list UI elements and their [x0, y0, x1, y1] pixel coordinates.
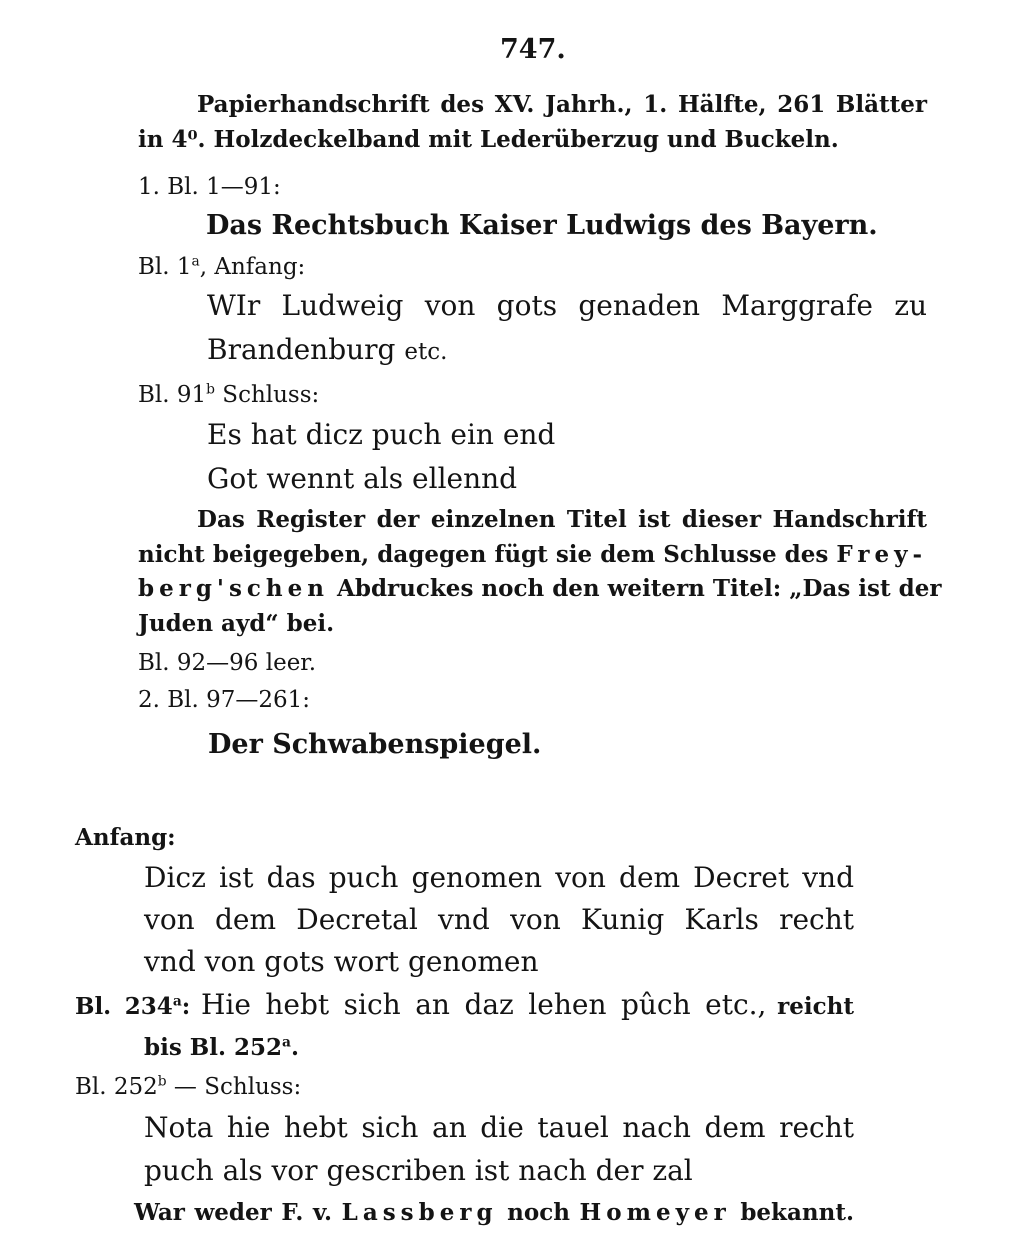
section1-schluss-label: Bl. 91$^b$ Schluss:: [138, 381, 320, 408]
section1-label: 1. Bl. 1—91:: [138, 174, 281, 200]
section1-note-line-2: nicht beigegeben, dagegen fügt sie dem Schlusse des Frey-: [138, 541, 927, 568]
section1-schluss-line-2: Got wennt als ellennd: [207, 462, 518, 495]
section1-note-line-3: berg'schen Abdruckes noch den weitern Titel: „Das ist der: [138, 575, 942, 602]
section2-anfang-line-1: Dicz ist das puch genomen von dem Decret vnd: [144, 861, 854, 894]
section1-note-line-4: Juden ayd“ bei.: [138, 610, 335, 637]
section2-title: Der Schwabenspiegel.: [208, 729, 542, 760]
section1-anfang-line-1: WIr Ludweig von gots genaden Marggrafe zu: [207, 289, 927, 322]
section1-leer: Bl. 92—96 leer.: [138, 650, 317, 676]
intro-line-1: Papierhandschrift des XV. Jahrh., 1. Hälfte, 261 Blätter: [197, 91, 927, 118]
section1-note-line-1: Das Register der einzelnen Titel ist dieser Handschrift: [197, 506, 927, 533]
section2-lehen-line-1: Bl. 234$^a$: Hie hebt sich an daz lehen pûch etc., reicht: [75, 988, 854, 1021]
section2-anfang-line-2: von dem Decretal vnd von Kunig Karls recht: [144, 903, 854, 936]
section1-schluss-line-1: Es hat dicz puch ein end: [207, 418, 556, 451]
section2-schluss-label: Bl. 252$^b$ — Schluss:: [75, 1073, 302, 1100]
section2-schluss-line-1: Nota hie hebt sich an die tauel nach dem recht: [144, 1111, 854, 1144]
section1-anfang-label: Bl. 1$^a$, Anfang:: [138, 253, 306, 280]
section1-anfang-line-2: Brandenburg etc.: [207, 333, 448, 366]
section1-title: Das Rechtsbuch Kaiser Ludwigs des Bayern.: [206, 210, 878, 241]
final-note: War weder F. v. Lassberg noch Homeyer bekannt.: [134, 1199, 854, 1226]
section2-lehen-line-2: bis Bl. 252$^a$.: [144, 1034, 299, 1061]
section2-anfang-line-3: vnd von gots wort genomen: [144, 945, 539, 978]
section2-schluss-line-2: puch als vor gescriben ist nach der zal: [144, 1154, 693, 1187]
intro-line-2: in 4⁰. Holzdeckelband mit Lederüberzug und Buckeln.: [138, 126, 839, 153]
section2-label: 2. Bl. 97—261:: [138, 687, 311, 713]
section2-anfang-label: Anfang:: [75, 824, 176, 851]
page-number: 747.: [500, 34, 566, 65]
